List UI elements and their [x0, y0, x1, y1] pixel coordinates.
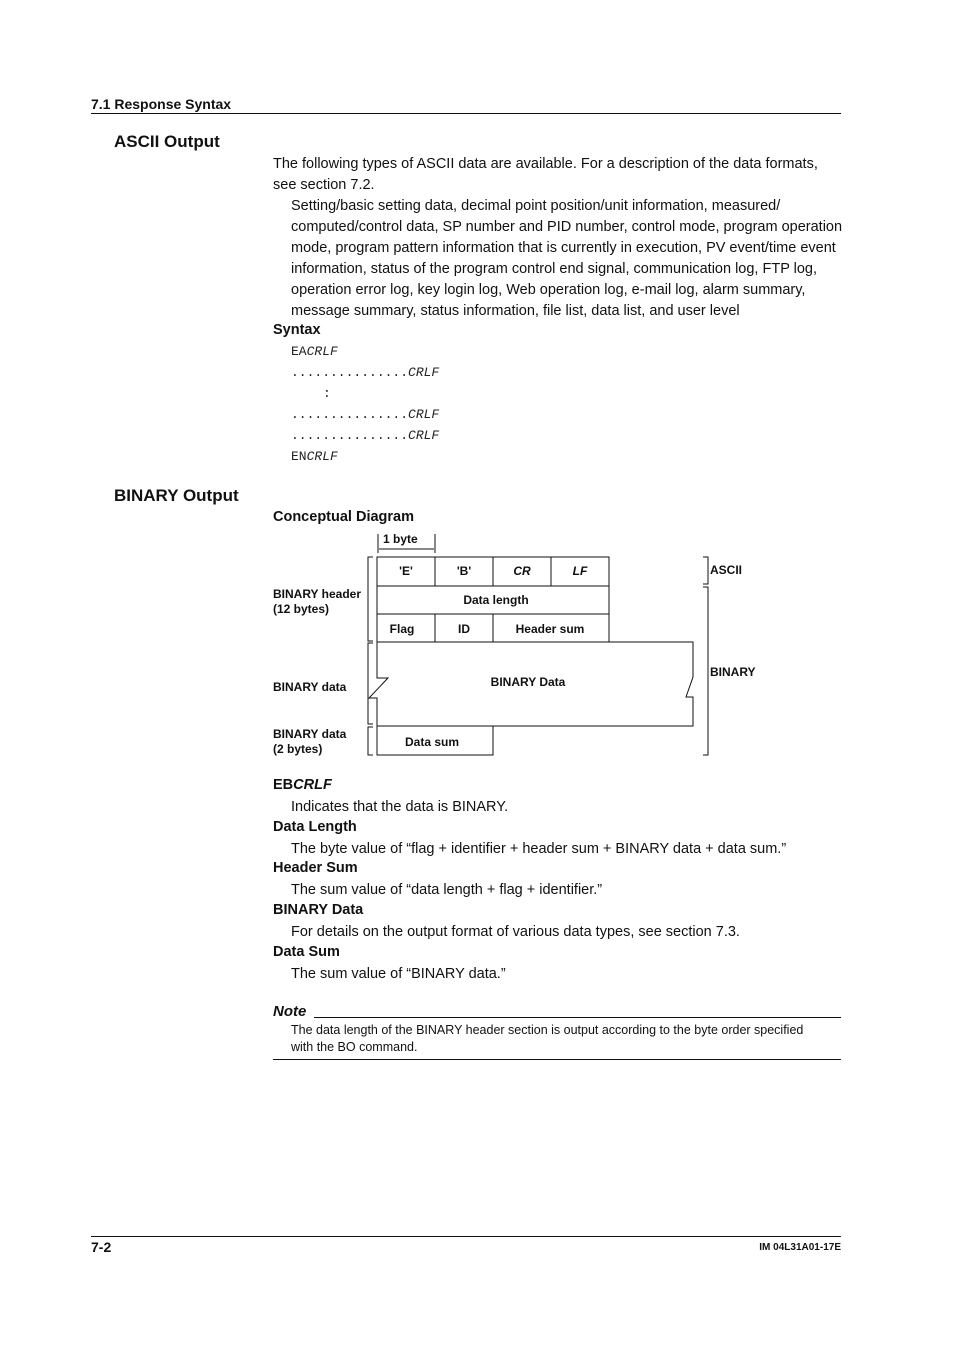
- syntax-dots: ...............: [291, 407, 409, 422]
- cell-id: ID: [458, 622, 470, 636]
- data-length-desc: The byte value of “flag + identifier + header sum + BINARY data + data sum.”: [291, 841, 787, 857]
- label-binary-header-bytes: (12 bytes): [273, 602, 330, 616]
- syntax-crlf: CRLF: [306, 449, 338, 464]
- ascii-intro-line: see section 7.2.: [273, 177, 375, 193]
- footer-rule: [91, 1236, 841, 1237]
- ascii-types-line: information, status of the program control end signal, communication log, FTP log,: [291, 261, 818, 277]
- syntax-ea: EA: [291, 344, 307, 359]
- label-binary-data: BINARY data: [273, 680, 347, 694]
- label-binary: BINARY: [710, 665, 756, 679]
- binary-output-title: BINARY Output: [114, 486, 239, 505]
- eb-desc: Indicates that the data is BINARY.: [291, 799, 509, 815]
- note-bottom-rule: [273, 1059, 841, 1060]
- syntax-label: Syntax: [273, 322, 321, 338]
- label-ascii: ASCII: [710, 563, 743, 577]
- cell-header-sum: Header sum: [515, 622, 585, 636]
- note-title: Note: [273, 1003, 307, 1020]
- label-binary-data-sum-bytes: (2 bytes): [273, 742, 323, 756]
- syntax-dots: ...............: [291, 365, 409, 380]
- syntax-crlf: CRLF: [408, 365, 440, 380]
- conceptual-diagram-label: Conceptual Diagram: [273, 509, 414, 525]
- section-header: 7.1 Response Syntax: [91, 96, 232, 112]
- eb-crlf-label: [273, 777, 332, 793]
- syntax-crlf: CRLF: [306, 344, 338, 359]
- cell-b: 'B': [456, 564, 472, 578]
- page-number: 7-2: [91, 1239, 112, 1255]
- label-binary-header: BINARY header: [273, 587, 362, 601]
- ascii-types-line: mode, program pattern information that is currently in execution, PV event/time event: [291, 240, 836, 256]
- syntax-crlf: CRLF: [408, 428, 440, 443]
- cell-e: 'E': [399, 564, 413, 578]
- header-sum-desc: The sum value of “data length + flag + identifier.”: [291, 882, 603, 898]
- doc-id: IM 04L31A01-17E: [759, 1242, 841, 1253]
- data-length-label: Data Length: [273, 819, 357, 835]
- ascii-output-title: ASCII Output: [114, 132, 220, 151]
- cell-data-sum: Data sum: [404, 735, 460, 749]
- header-sum-label: Header Sum: [273, 860, 358, 876]
- ascii-types-line: computed/control data, SP number and PID number, control mode, program operation: [291, 219, 843, 235]
- cell-cr: CR: [513, 564, 531, 578]
- binary-data-desc: For details on the output format of various data types, see section 7.3.: [291, 924, 740, 940]
- cell-lf: LF: [572, 564, 588, 578]
- note-line: with the BO command.: [291, 1040, 418, 1054]
- ascii-types-line: operation error log, key login log, Web operation log, e-mail log, alarm summary,: [291, 282, 806, 298]
- cell-flag: Flag: [389, 622, 415, 636]
- cell-data-length: Data length: [463, 593, 529, 607]
- data-sum-desc: The sum value of “BINARY data.”: [291, 966, 506, 982]
- ascii-types-line: Setting/basic setting data, decimal point position/unit information, measured/: [291, 198, 781, 214]
- syntax-dots: ...............: [291, 428, 409, 443]
- one-byte-label: 1 byte: [383, 532, 418, 546]
- ascii-types-line: message summary, status information, file list, data list, and user level: [291, 303, 740, 319]
- label-binary-data-sum: BINARY data: [273, 727, 347, 741]
- data-sum-label: Data Sum: [273, 944, 340, 960]
- syntax-ellipsis: :: [323, 386, 331, 401]
- note-body: [291, 1022, 803, 1056]
- note-title-rule: [314, 1017, 841, 1018]
- binary-data-box-label: BINARY Data: [490, 675, 566, 689]
- eb-text: EB: [273, 777, 294, 793]
- eb-crlf-text: CRLF: [293, 777, 332, 793]
- syntax-en: EN: [291, 449, 307, 464]
- binary-data-label: BINARY Data: [273, 902, 364, 918]
- note-line: The data length of the BINARY header section is output according to the byte order specified: [291, 1023, 804, 1037]
- ascii-intro-line: The following types of ASCII data are available. For a description of the data formats,: [273, 156, 818, 172]
- syntax-crlf: CRLF: [408, 407, 440, 422]
